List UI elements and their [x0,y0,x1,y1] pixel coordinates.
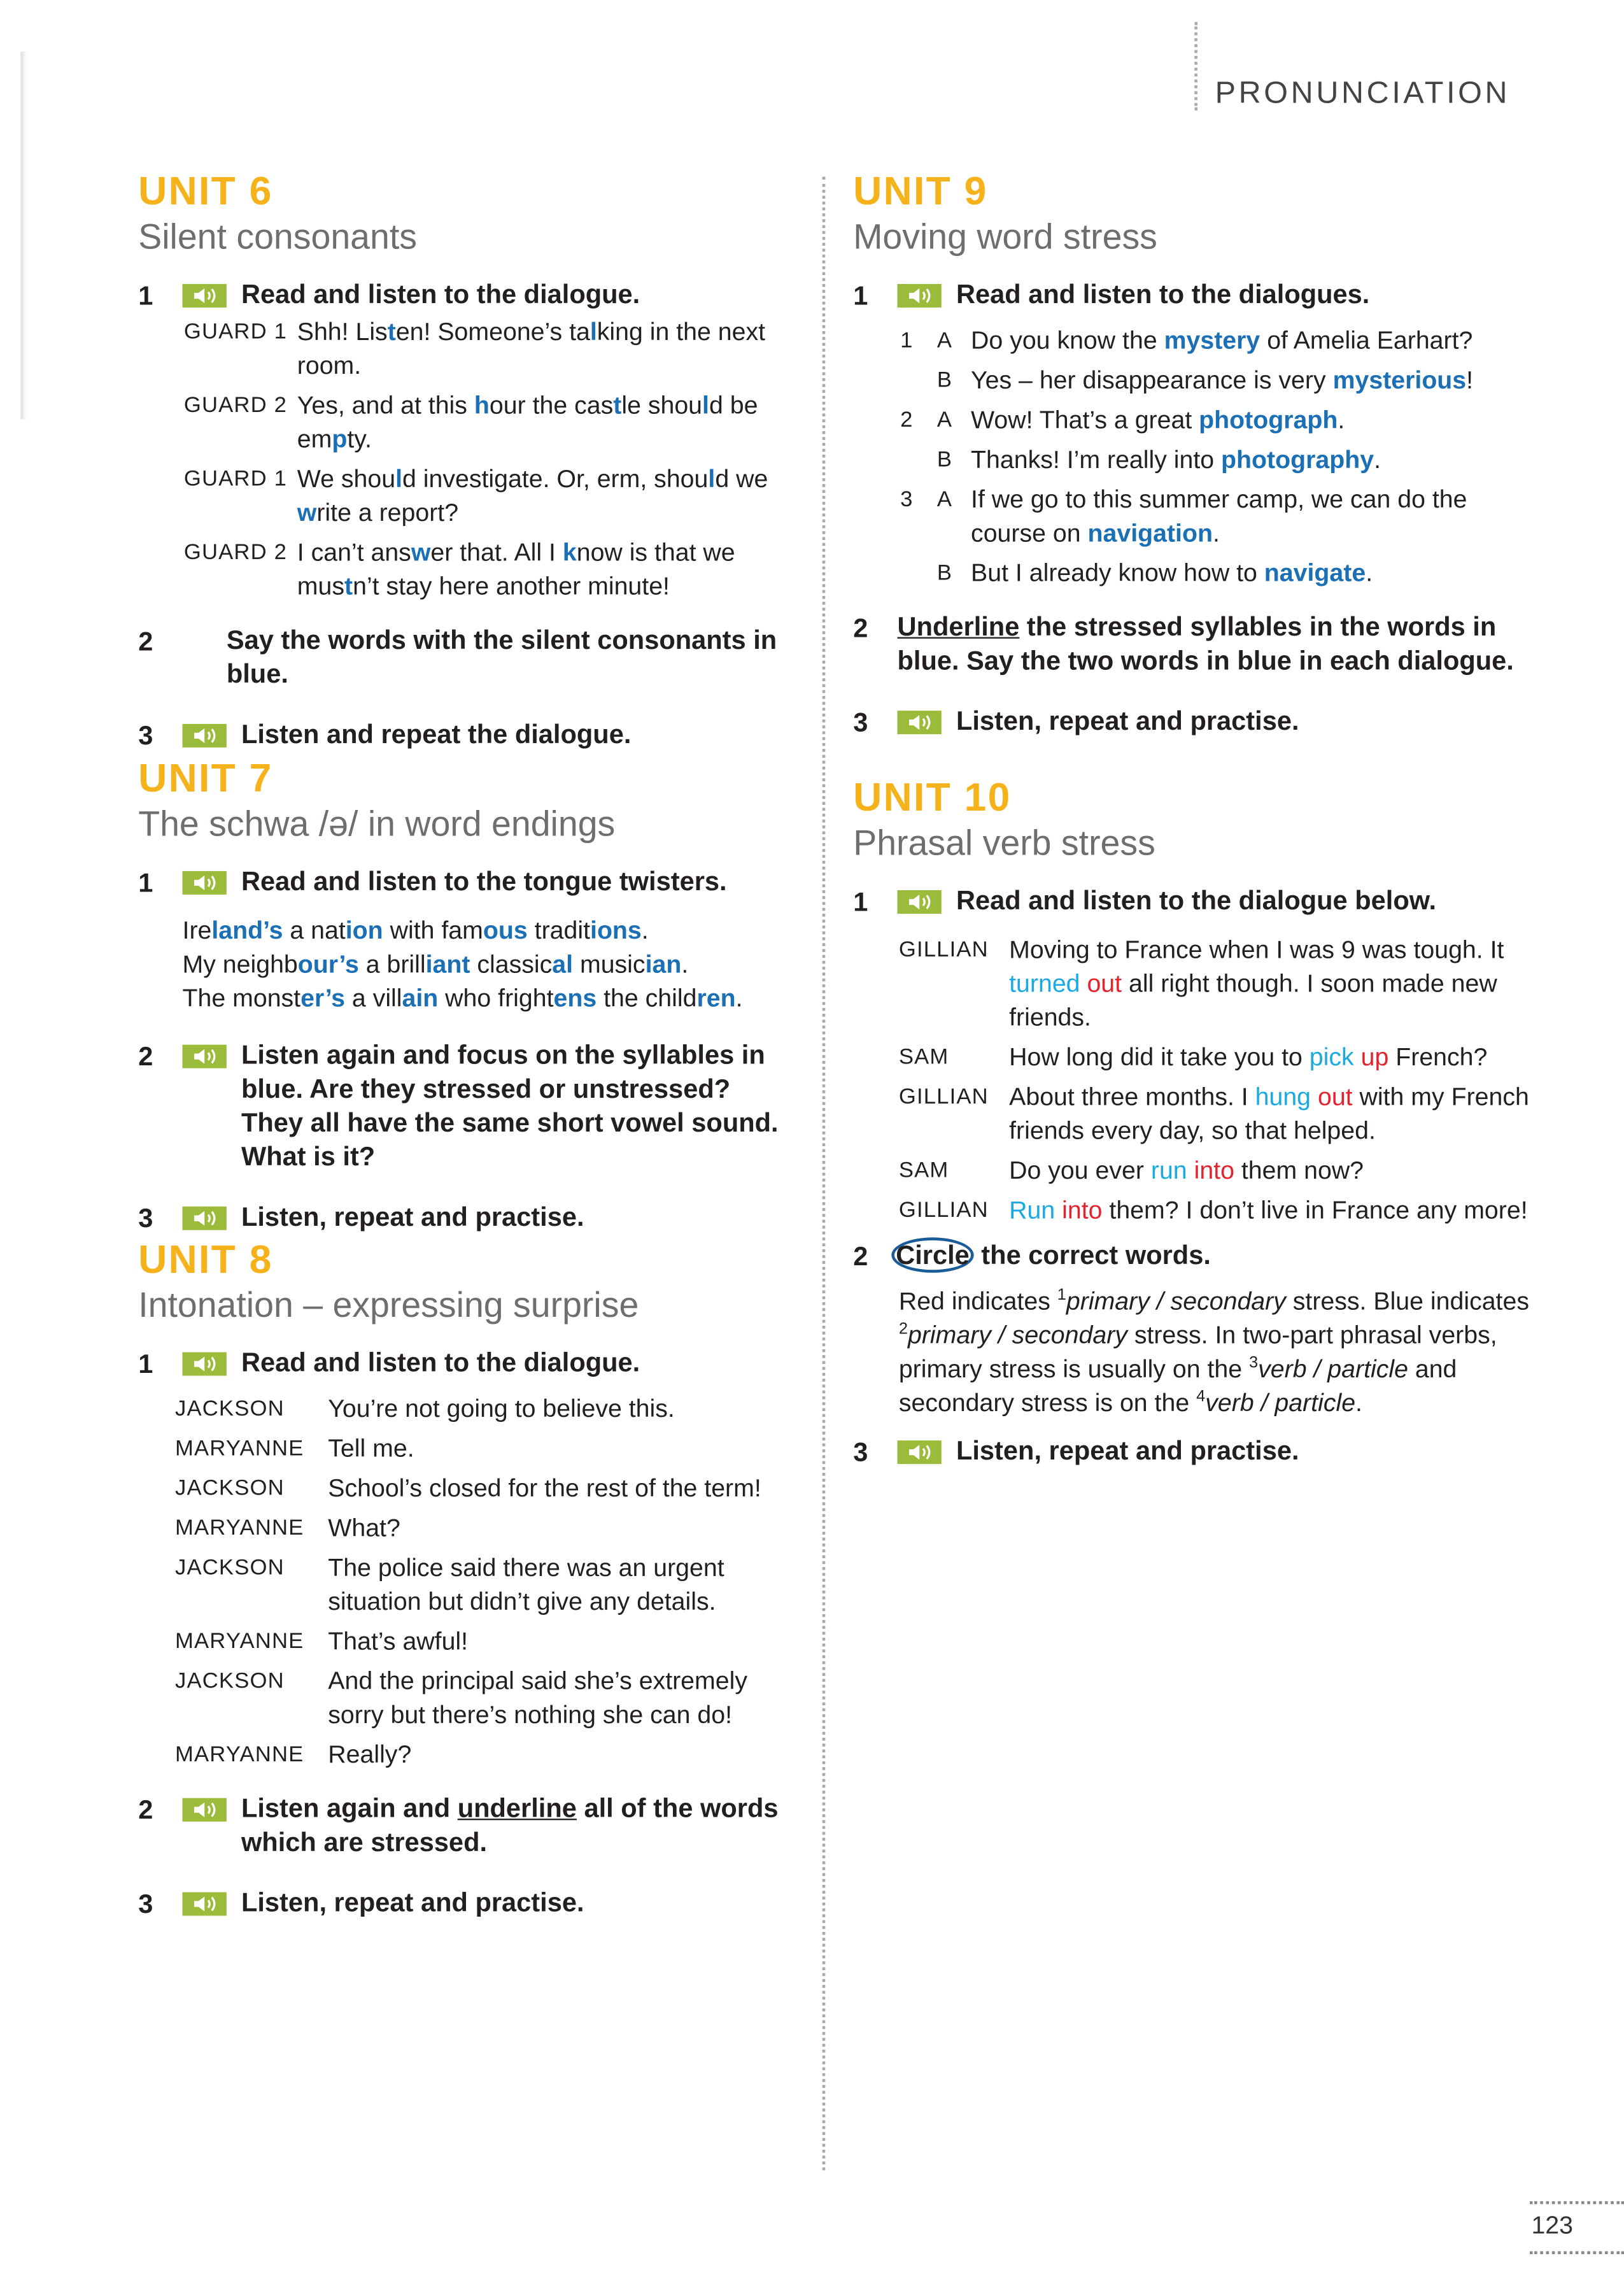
text-segment: Thanks! I’m really into [971,446,1222,474]
dialogue-line [138,1738,786,1771]
task-number: 2 [853,613,868,643]
text-segment: them? I don’t live in France any more! [1102,1196,1528,1225]
dialogue-text: Really? [328,1740,412,1769]
speaker-icon[interactable] [183,1798,227,1822]
task-1 [853,278,1515,312]
text-segment: d we [715,465,768,493]
text-segment: the correct words. [973,1240,1211,1270]
highlighted-text: navigate [1264,559,1366,587]
speaker-icon[interactable] [898,711,942,734]
dialogue-line [138,1551,786,1618]
task-2 [853,611,1515,678]
highlighted-text: l [708,465,716,493]
dialogue-line [853,403,1515,437]
task-number: 2 [138,1041,153,1072]
speaker-label: GILLIAN [898,937,989,963]
text-segment: a nat [283,916,346,945]
highlighted-text: land’s [211,916,283,945]
task-number: 1 [138,281,153,311]
speaker-label: JACKSON [174,1668,285,1694]
text-segment [1187,1156,1194,1184]
page-number-rule-top [1530,2201,1624,2204]
highlighted-text: ion [345,916,383,945]
speaker-label: SAM [898,1158,949,1183]
dialogue-text: Tell me. [328,1434,414,1463]
text-segment: I can’t ans [297,538,411,567]
highlighted-text: ous [483,916,528,945]
text-segment: Do you ever [1009,1156,1151,1185]
text-segment: and secondary stress is on the [898,1355,1457,1417]
task-1 [138,1346,786,1380]
text-segment: . [1366,559,1373,587]
speaker-label: MARYANNE [174,1516,304,1541]
highlighted-text: hung [1255,1083,1311,1111]
text-segment: with my French friends every day, so that helped. [1009,1083,1529,1145]
text-segment: of Amelia Earhart? [1260,326,1473,355]
speaker-label: GUARD 1 [183,466,288,492]
page-number: 123 [1531,2211,1574,2240]
text-segment: We shou [297,465,396,493]
text-segment: all of the words which are stressed. [241,1793,779,1857]
text-segment: Yes, and at this [297,391,474,420]
text-segment: . [681,950,689,979]
speaker-label: GILLIAN [898,1084,989,1110]
dialogue-text [297,536,786,603]
text-segment: king in the next room. [297,318,766,380]
text-segment: Moving to France when I was 9 was tough. It [1009,935,1504,964]
speaker-icon[interactable] [183,724,227,748]
task-instruction: Listen and repeat the dialogue. [241,719,632,749]
task-2-text [853,1284,1530,1420]
task-instruction [898,611,1515,678]
highlighted-text: k [562,538,577,567]
task-number: 1 [853,281,868,311]
speaker-label: MARYANNE [174,1742,304,1768]
dialogues [853,323,1515,590]
highlighted-text: out [1317,1083,1353,1111]
highlighted-text: primary / secondary [907,1321,1127,1349]
task-instruction: Listen, repeat and practise. [956,706,1299,736]
highlighted-text: verb / particle [1258,1355,1408,1384]
highlighted-text: ian [645,950,682,979]
speaker-icon[interactable] [183,1207,227,1230]
text-segment: Shh! Lis [297,318,388,346]
task-3 [138,1886,786,1920]
highlighted-text: into [1194,1156,1234,1185]
unit-title: UNIT 8 [138,1237,273,1282]
dialogue-text [297,315,786,382]
text-segment: stress. In two-part phrasal verbs, primary stress is usually on the [898,1321,1497,1384]
text-segment: ty. [347,425,372,453]
task-number: 3 [853,1437,868,1467]
text-segment: My neighb [182,950,298,979]
text-segment: them now? [1234,1156,1364,1185]
task-number: 1 [138,868,153,898]
dialogue-text [1009,1080,1530,1147]
speaker-label: B [936,367,953,393]
dialogue-line [138,536,786,603]
task-number: 3 [853,707,868,737]
text-segment: classic [470,950,553,979]
dialogue-text [971,364,1515,397]
task-3 [853,1435,1530,1468]
text-segment: n’t stay here another minute! [353,572,670,600]
dialogue-text [971,323,1515,357]
task-2 [853,1239,1530,1273]
dialogue-line [138,1511,786,1545]
speaker-label: A [936,328,953,353]
highlighted-text: navigation [1087,519,1213,548]
task-instruction: Listen, repeat and practise. [241,1202,584,1232]
unit-subtitle: Intonation – expressing surprise [138,1286,639,1326]
dialogue-text: That’s awful! [328,1627,469,1656]
speaker-icon[interactable] [183,1352,227,1376]
dialogue-line [138,1392,786,1426]
text-segment: en! Someone’s ta [395,318,590,346]
speaker-label: GUARD 1 [183,319,288,344]
speaker-label: JACKSON [174,1555,285,1580]
highlighted-text: verb / particle [1205,1389,1356,1417]
highlighted-text: h [474,391,490,420]
text-segment: Red indicates [898,1287,1057,1316]
text-segment: d investigate. Or, erm, shou [402,465,709,493]
task-instruction: Listen, repeat and practise. [956,1436,1299,1466]
dialogue-line [853,364,1515,397]
task-number: 1 [138,1349,153,1379]
text-segment: music [573,950,646,979]
highlighted-text: photography [1221,446,1374,474]
speaker-label: GUARD 2 [183,392,288,418]
highlighted-text: ions [590,916,642,945]
dialogue-line [138,315,786,382]
unit-title: UNIT 6 [138,169,273,214]
dialogue-line [138,462,786,530]
dialogue [138,1392,786,1771]
dialogue-text: The police said there was an urgent situation but didn’t give any details. [328,1554,724,1616]
task-number: 2 [853,1242,868,1272]
tongue-twister-line [183,914,786,948]
text-segment: ! [1466,366,1474,395]
text-segment: d be em [297,391,758,453]
task-1 [138,278,786,312]
speaker-label: MARYANNE [174,1628,304,1654]
speaker-icon[interactable] [183,1892,227,1916]
highlighted-text: pick [1309,1043,1354,1072]
dialogue-line [853,933,1530,1034]
unit-subtitle: The schwa /ə/ in word endings [138,804,616,845]
dialogue-line [138,1624,786,1658]
text-segment: . [1338,406,1345,434]
highlighted-text: mystery [1164,326,1260,355]
unit-10 [853,776,1530,1468]
task-number: 3 [138,1203,153,1233]
speaker-label: GUARD 2 [183,540,288,565]
highlighted-text: ain [402,984,439,1012]
speaker-label: GILLIAN [898,1197,989,1223]
text-segment: Yes – her disappearance is very [971,366,1333,395]
dialogue-line [853,556,1515,590]
highlighted-text: 2 [898,1320,908,1338]
dialogue [138,315,786,603]
dialogue-line [138,388,786,456]
unit-title: UNIT 7 [138,756,273,801]
unit-title: UNIT 10 [853,775,1012,820]
dialogue-line [853,1080,1530,1147]
highlighted-text: ren [696,984,736,1012]
text-segment: a vill [345,984,402,1012]
task-instruction: Read and listen to the dialogue below. [956,886,1437,916]
text-segment: tradit [527,916,591,945]
speaker-label: A [936,408,953,433]
highlighted-text: Run [1009,1196,1056,1225]
page-edge-shadow [20,52,26,420]
text-segment: Listen again and [241,1793,458,1823]
task-2 [138,1792,786,1859]
text-segment: The monst [182,984,301,1012]
dialogue-line [138,1431,786,1465]
task-3 [138,718,786,752]
task-instruction: Read and listen to the dialogue. [241,1347,640,1377]
dialogue-line [138,1664,786,1731]
task-2 [138,1039,786,1174]
highlighted-text: al [552,950,574,979]
highlighted-text: photograph [1199,406,1338,434]
task-number: 3 [138,721,153,751]
dialogue-line [853,1040,1530,1074]
unit-subtitle: Moving word stress [853,217,1157,258]
dialogue-text [971,556,1515,590]
text-segment: Wow! That’s a great [971,406,1199,434]
highlighted-text: ens [553,984,597,1012]
unit-title: UNIT 9 [853,169,988,214]
task-instruction: Say the words with the silent consonants in blue. [226,625,777,689]
text-segment: Do you know the [971,326,1164,355]
task-instruction: Listen again and focus on the syllables in blue. Are they stressed or unstressed? They all have the same short vowel sound. What is it? [241,1040,779,1172]
text-segment: . [1212,519,1220,548]
dialogue-text [1009,1193,1530,1227]
highlighted-text: 4 [1196,1388,1206,1406]
speaker-label: A [936,486,953,513]
text-segment: Ire [182,916,212,945]
dialogue-text: School’s closed for the rest of the term! [328,1474,761,1503]
page-number-rule-bottom [1530,2251,1624,2254]
task-number: 2 [138,627,153,657]
highlighted-text: 3 [1249,1354,1259,1372]
text-segment [1080,970,1087,998]
dialogue-text [1009,1154,1530,1188]
dialogue-line [853,323,1515,357]
text-segment: stress. Blue indicates [1285,1287,1529,1316]
highlighted-text: 1 [1057,1286,1066,1305]
dialogue-line [853,483,1515,550]
task-instruction: Read and listen to the dialogue. [241,280,640,309]
text-segment: French? [1388,1043,1488,1072]
highlighted-text: t [344,572,353,600]
text-segment: le shou [621,391,703,420]
dialogue-line [138,1472,786,1505]
text-segment: . [641,916,649,945]
highlighted-text: t [613,391,622,420]
highlighted-text: l [702,391,709,420]
speaker-label: B [936,447,953,472]
highlighted-text: up [1360,1043,1389,1072]
text-segment: er that. All I [430,538,563,567]
text-segment: . [1374,446,1381,474]
task-3 [138,1201,786,1235]
task-instruction [898,1239,1530,1273]
unit-8 [138,1237,786,1920]
unit-7 [138,756,786,1235]
dialogue-text: And the principal said she’s extremely sorry but there’s nothing she can do! [328,1667,747,1729]
dialogue-text: You’re not going to believe this. [328,1395,675,1423]
text-segment [1055,1196,1062,1225]
text-segment: . [1355,1389,1362,1417]
section-header: PRONUNCIATION [1215,76,1511,111]
unit-subtitle: Phrasal verb stress [853,823,1155,864]
task-instruction: Read and listen to the tongue twisters. [241,867,727,897]
text-segment: the stressed syllables in the words in blue. Say the two words in blue in each dialogue. [897,612,1514,676]
tongue-twister-line [183,948,786,981]
tongue-twisters [138,914,786,1015]
highlighted-text: underline [457,1793,577,1823]
text-segment: If we go to this summer camp, we can do the course on [971,485,1467,548]
dialogue-number: 1 [900,328,914,353]
highlighted-text: w [297,499,317,527]
task-2 [138,624,786,692]
speaker-label: MARYANNE [174,1436,304,1461]
highlighted-text: iant [425,950,470,979]
highlighted-text: Underline [897,612,1020,642]
task-instruction: Listen, repeat and practise. [241,1887,584,1917]
dialogue-text: What? [328,1514,400,1542]
text-segment: now is that we mus [297,538,735,600]
text-segment [1354,1043,1361,1071]
speaker-label: B [936,560,953,586]
highlighted-text: into [1062,1196,1103,1225]
text-segment: our the cas [489,391,614,420]
speaker-icon[interactable] [898,890,942,914]
speaker-label: JACKSON [174,1475,285,1501]
dialogue [853,933,1530,1227]
text-segment: About three months. I [1009,1083,1255,1111]
unit-9 [853,169,1515,739]
text-segment: who fright [438,984,554,1012]
header-divider [1194,22,1197,111]
dialogue-text [971,443,1515,477]
text-segment: with fam [383,916,483,945]
text-segment [1311,1083,1318,1111]
dialogue-line [853,1193,1530,1227]
highlighted-text: mysterious [1332,366,1467,395]
speaker-label: SAM [898,1044,949,1070]
highlighted-text: w [411,538,431,567]
task-instruction [241,1792,786,1859]
speaker-icon[interactable] [898,284,942,308]
text-segment: But I already know how to [971,559,1264,587]
dialogue-text [297,388,786,456]
dialogue-number: 3 [900,486,914,513]
highlighted-text: l [395,465,403,493]
dialogue-line [853,1154,1530,1188]
highlighted-text: er’s [300,984,346,1012]
speaker-icon[interactable] [183,1045,227,1069]
task-number: 1 [853,887,868,917]
dialogue-text [297,462,786,530]
speaker-icon[interactable] [898,1440,942,1464]
dialogue-line [853,443,1515,477]
task-number: 2 [138,1795,153,1825]
dialogue-text [1009,1040,1530,1074]
circled-word: Circle [891,1237,973,1272]
highlighted-text: t [387,318,396,346]
task-number: 3 [138,1889,153,1919]
task-1 [853,884,1530,918]
highlighted-text: p [332,425,348,453]
unit-6 [138,169,786,752]
text-segment: all right though. I soon made new friends. [1009,969,1497,1032]
highlighted-text: run [1150,1156,1187,1185]
highlighted-text: l [590,318,597,346]
speaker-icon[interactable] [183,284,227,308]
text-segment: rite a report? [316,499,459,527]
unit-subtitle: Silent consonants [138,217,418,258]
text-segment: How long did it take you to [1009,1043,1310,1072]
dialogue-text [1009,933,1530,1034]
speaker-icon[interactable] [183,871,227,895]
speaker-label: JACKSON [174,1396,285,1422]
task-instruction: Read and listen to the dialogues. [956,280,1370,309]
text-segment: the child [597,984,697,1012]
highlighted-text: our’s [297,950,359,979]
text-segment: a brill [358,950,426,979]
highlighted-text: primary / secondary [1066,1287,1286,1316]
dialogue-number: 2 [900,408,914,433]
task-1 [138,865,786,899]
dialogue-text [971,483,1515,550]
tongue-twister-line [183,981,786,1015]
highlighted-text: out [1087,969,1122,998]
task-3 [853,705,1515,739]
text-segment: . [735,984,743,1012]
dialogue-text [971,403,1515,437]
column-divider [823,176,826,2170]
highlighted-text: turned [1009,969,1080,998]
